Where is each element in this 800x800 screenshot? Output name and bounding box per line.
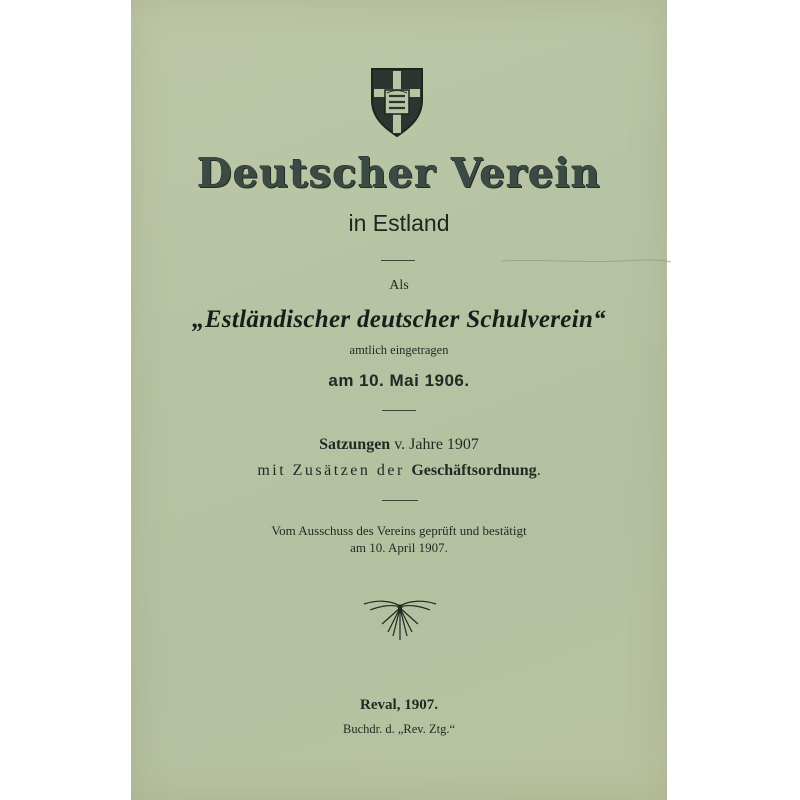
printer-note: Buchdr. d. „Rev. Ztg.“ — [342, 722, 455, 736]
rules-line — [131, 462, 667, 480]
association-name: „Estländischer deutscher Schulverein“ — [192, 306, 606, 333]
approval-date: am 10. April 1907. — [350, 540, 448, 555]
registration-date: am 10. Mai 1906. — [328, 371, 470, 390]
divider — [381, 260, 415, 261]
divider — [382, 500, 418, 501]
rules-label: Geschäftsordnung — [411, 462, 537, 479]
rules-period: . — [536, 462, 541, 479]
place-and-year: Reval, 1907. — [360, 697, 438, 713]
decorative-fan-ornament-icon — [362, 598, 438, 642]
coat-of-arms-icon — [369, 66, 425, 138]
divider — [382, 410, 416, 411]
statutes-year: v. Jahre 1907 — [390, 436, 479, 453]
paper-crease — [501, 258, 671, 264]
als-label: Als — [389, 278, 409, 293]
document-subtitle: in Estland — [348, 210, 450, 236]
statutes-label: Satzungen — [319, 436, 391, 453]
rules-prefix: mit Zusätzen der — [257, 462, 412, 479]
statutes-line — [131, 436, 667, 454]
document-cover — [131, 0, 667, 800]
document-title: Deutscher Verein — [197, 150, 601, 197]
approval-text: Vom Ausschuss des Vereins geprüft und bestätigt — [271, 523, 527, 538]
registration-note: amtlich eingetragen — [349, 343, 449, 357]
